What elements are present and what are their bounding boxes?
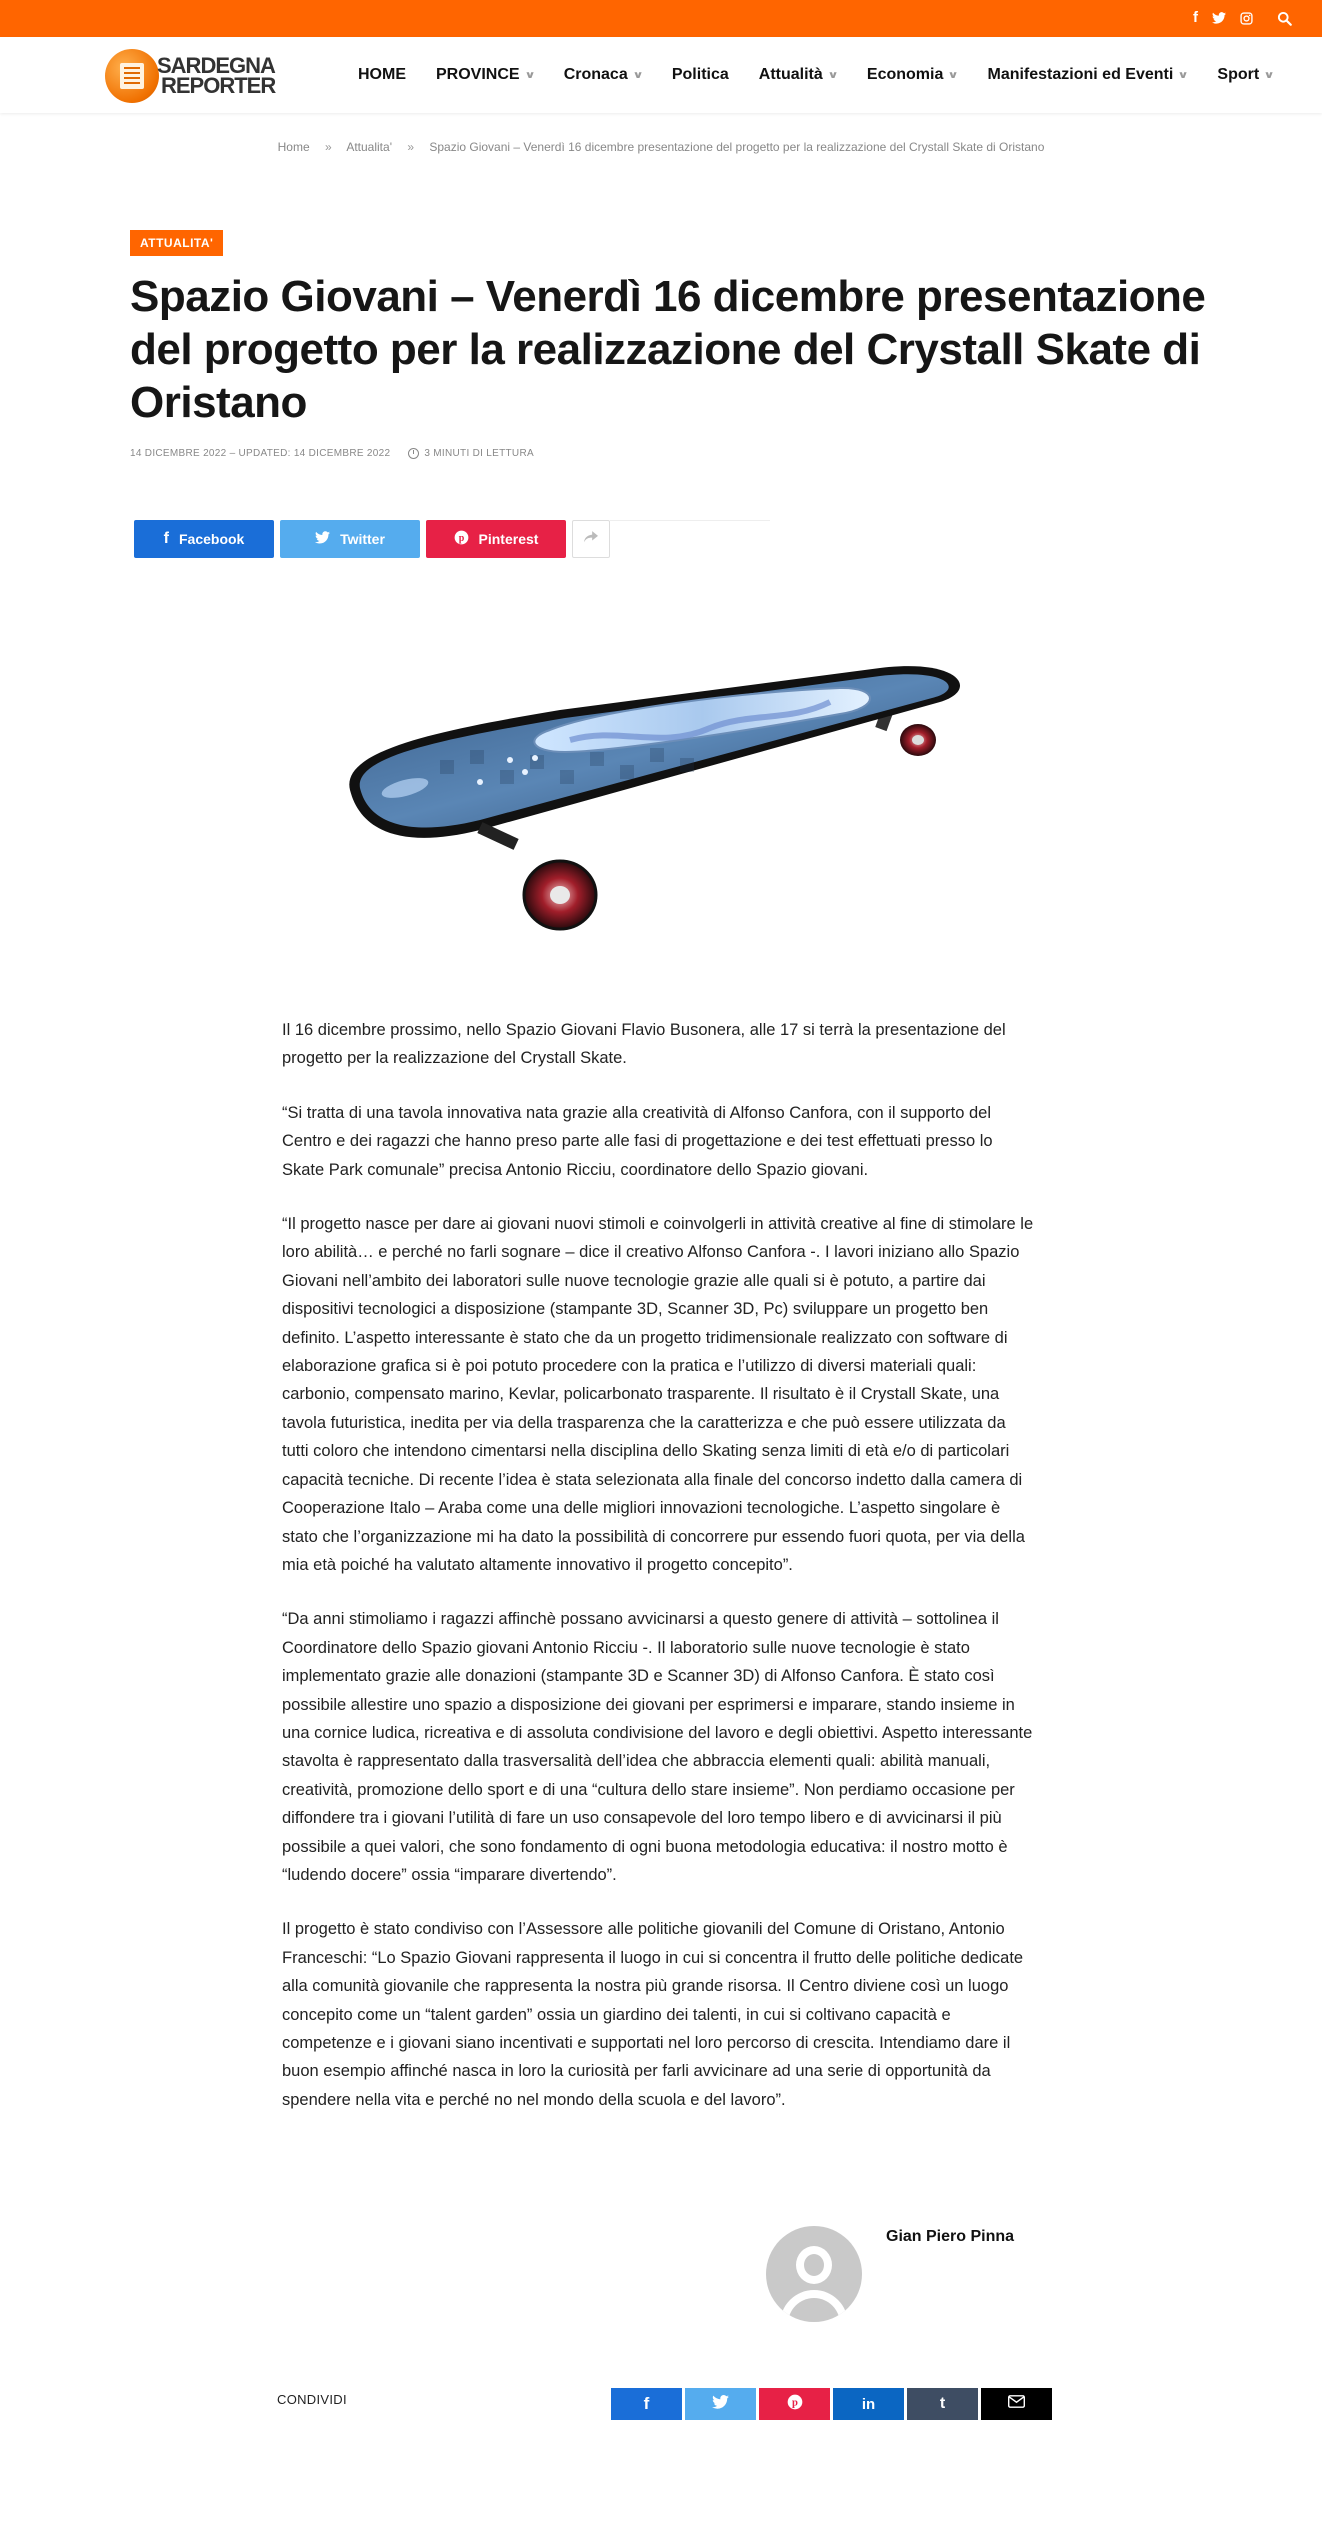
nav-item-cronaca[interactable]: [564, 66, 642, 84]
nav-item-economia[interactable]: [867, 66, 958, 84]
article-paragraph: “Si tratta di una tavola innovativa nata grazie alla creatività di Alfonso Canfora, con il supporto del Centro e dei ragazzi che hanno preso parte alle fasi di progettazione e dei test effettuati presso lo Skate Park comunale” precisa Antonio Ricciu, coordinatore dello Spazio giovani.: [282, 1103, 993, 1179]
facebook-icon[interactable]: f: [1193, 9, 1198, 26]
site-header: [0, 37, 1322, 113]
share-label: Twitter: [340, 531, 385, 547]
nav-label: Attualità: [758, 66, 823, 83]
user-silhouette-body: [780, 2290, 848, 2322]
facebook-icon: f: [643, 2394, 650, 2413]
nav-label: PROVINCE: [436, 66, 520, 83]
article-body: [282, 1016, 1034, 2140]
logo-line-2: REPORTER: [161, 73, 276, 98]
chevron-down-icon: ∨: [827, 69, 839, 81]
nav-item-home[interactable]: [358, 66, 406, 84]
twitter-icon[interactable]: [1212, 12, 1226, 24]
article-paragraph: “Il progetto nasce per dare ai giovani nuovi stimoli e coinvolgerli in attività creative al fine di stimolare le loro abilità… e perché no farli sognare – dice il creativo Alfonso Canfora -. I lavori iniziano allo Spazio Giovani nell’ambito dei laboratori sulle nuove tecnologie grazie alle quali si è potuto, a partire dai dispositivi tecnologici a disposizione (stampante 3D, Scanner 3D, Pc) sviluppare un progetto ben definito. L’aspetto interessante è stato che da un progetto tridimensionale realizzato con software di elaborazione grafica si è poi potuto procedere con la pratica e l’utilizzo di diversi materiali quali: carbonio, compensato marino, Kevlar, policarbonato trasparente. Il risultato è il Crystall Skate, una tavola futuristica, inedita per via della trasparenza che la caratterizza e che può essere utilizzata da tutti coloro che intendono cimentarsi nella disciplina dello Skating senza limiti di età e/o di particolari capacità tecniche. Di recente l’idea è stata selezionata alla finale del concorso indetto dalla camera di Cooperazione Italo – Araba come una delle migliori innovazioni tecnologiche. L’aspetto singolare è stato che l’organizzazione mi ha dato la possibilità di concorrere pur essendo fuori quota, per via della mia età poiché ha valutato altamente innovativo il progetto concepito”.: [282, 1215, 1034, 1574]
avatar[interactable]: [766, 2226, 862, 2322]
breadcrumb-separator: »: [407, 140, 415, 154]
author-box: [766, 2224, 1036, 2324]
top-social-links: [1193, 9, 1292, 27]
featured-image: [320, 640, 980, 960]
share-email-button[interactable]: [981, 2388, 1052, 2420]
share-label: Facebook: [178, 531, 245, 547]
svg-text:p: p: [791, 2397, 798, 2409]
share-buttons-top: [134, 520, 610, 558]
chevron-down-icon: ∨: [1177, 69, 1190, 81]
breadcrumb-category[interactable]: Attualita': [346, 140, 392, 154]
share-pinterest-button[interactable]: [426, 520, 566, 558]
breadcrumb: [0, 140, 1322, 154]
nav-label: Economia: [866, 66, 944, 83]
main-nav: [358, 66, 1273, 84]
nav-item-sport[interactable]: [1217, 66, 1273, 84]
user-silhouette-icon: [796, 2246, 832, 2284]
share-pinterest-button[interactable]: [759, 2388, 830, 2420]
share-buttons-bottom: [611, 2388, 1052, 2420]
nav-label: Sport: [1217, 66, 1260, 83]
nav-item-province[interactable]: [436, 66, 534, 84]
clock-icon: [408, 448, 419, 459]
share-twitter-button[interactable]: [280, 520, 420, 558]
site-logo[interactable]: [105, 49, 275, 103]
logo-line-1: SARDEGNA: [157, 53, 275, 78]
nav-item-politica[interactable]: [672, 66, 729, 84]
article-paragraph: Il 16 dicembre prossimo, nello Spazio Giovani Flavio Busonera, alle 17 si terrà la presentazione del progetto per la realizzazione del Crystall Skate.: [282, 1021, 1006, 1068]
search-icon[interactable]: [1277, 11, 1292, 26]
nav-item-attualita[interactable]: [759, 66, 837, 84]
logo-text: [157, 53, 276, 98]
reading-time: 3 MINUTI DI LETTURA: [424, 448, 534, 459]
instagram-icon[interactable]: [1240, 12, 1253, 25]
nav-label: HOME: [358, 66, 406, 83]
author-name[interactable]: Gian Piero Pinna: [886, 2228, 1015, 2245]
facebook-icon: f: [163, 530, 169, 547]
nav-label: Cronaca: [563, 66, 628, 83]
post-meta: [130, 448, 534, 459]
chevron-down-icon: ∨: [947, 69, 960, 81]
svg-text:p: p: [458, 532, 464, 544]
share-linkedin-button[interactable]: [833, 2388, 904, 2420]
twitter-icon: [315, 531, 330, 547]
share-label: Pinterest: [478, 531, 539, 547]
page-title: Spazio Giovani – Venerdì 16 dicembre presentazione del progetto per la realizzazione del Crystall Skate di Oristano: [130, 272, 1206, 427]
breadcrumb-current: Spazio Giovani – Venerdì 16 dicembre presentazione del progetto per la realizzazione del Crystall Skate di Oristano: [429, 140, 1045, 154]
nav-label: Manifestazioni ed Eventi: [987, 66, 1174, 83]
linkedin-icon: in: [861, 2395, 876, 2413]
share-more-button[interactable]: [572, 520, 610, 558]
twitter-icon: [712, 2395, 729, 2414]
skateboard-illustration: [320, 640, 980, 960]
nav-label: Politica: [671, 66, 729, 83]
post-date: 14 DICEMBRE 2022 – UPDATED: 14 DICEMBRE 2022: [130, 448, 391, 459]
newspaper-icon: [105, 49, 159, 103]
chevron-down-icon: ∨: [1263, 69, 1275, 81]
chevron-down-icon: ∨: [523, 69, 536, 81]
article-paragraph: Il progetto è stato condiviso con l’Assessore alle politiche giovanili del Comune di Oristano, Antonio Franceschi: “Lo Spazio Giovani rappresenta il luogo in cui si concentra il frutto delle politiche dedicate alla comunità giovanile che rappresenta la nostra più grande risorsa. Il Centro diviene così un luogo concepito come un “talent garden” ossia un giardino dei talenti, in cui si coltivano capacità e competenze e i giovani siano incentivati e supportati nel loro percorso di crescita. Intendiamo dare il buon esempio affinché nasca in loro la curiosità per farli avvicinare ad una serie di opportunità da spendere nella vita e perché no nel mondo della scuola e del lavoro”.: [282, 1920, 1024, 2109]
envelope-icon: [1008, 2395, 1025, 2413]
top-bar: [0, 0, 1322, 37]
share-facebook-button[interactable]: [611, 2388, 682, 2420]
tumblr-icon: t: [939, 2395, 946, 2412]
share-label-bottom: CONDIVIDI: [277, 2392, 347, 2407]
pinterest-icon: [454, 530, 469, 548]
breadcrumb-separator: »: [324, 140, 332, 154]
chevron-down-icon: ∨: [632, 69, 644, 81]
nav-item-manifestazioni[interactable]: [987, 66, 1190, 84]
divider: [610, 520, 770, 521]
pinterest-icon: [787, 2394, 803, 2415]
article-paragraph: “Da anni stimoliamo i ragazzi affinchè possano avvicinarsi a questo genere di attività – sottolinea il Coordinatore dello Spazio giovani Antonio Ricciu -. Il laboratorio sulle nuove tecnologie è stato implementato grazie alle donazioni (stampante 3D e Scanner 3D) di Alfonso Canfora. È stato così possibile allestire uno spazio a disposizione dei giovani per esprimersi e imparare, stando insieme in una cornice ludica, ricreativa e di assoluta condivisione del lavoro e degli obiettivi. Aspetto interessante stavolta è rappresentato dalla trasversalità dell’idea che abbraccia elementi quali: abilità manuali, creatività, promozione dello sport e di una “cultura dello stare insieme”. Non perdiamo occasione per diffondere tra i giovani l’utilità di fare un uso consapevole del loro tempo libero e di avvicinarsi il più possibile a quei valori, che sono fondamento di ogni buona metodologia educativa: il nostro motto è “ludendo docere” ossia “imparare divertendo”.: [282, 1610, 1033, 1884]
share-facebook-button[interactable]: [134, 520, 274, 558]
share-twitter-button[interactable]: [685, 2388, 756, 2420]
share-arrow-icon: [584, 530, 598, 548]
category-badge[interactable]: ATTUALITA': [130, 230, 223, 256]
share-tumblr-button[interactable]: [907, 2388, 978, 2420]
breadcrumb-home[interactable]: Home: [277, 140, 310, 154]
